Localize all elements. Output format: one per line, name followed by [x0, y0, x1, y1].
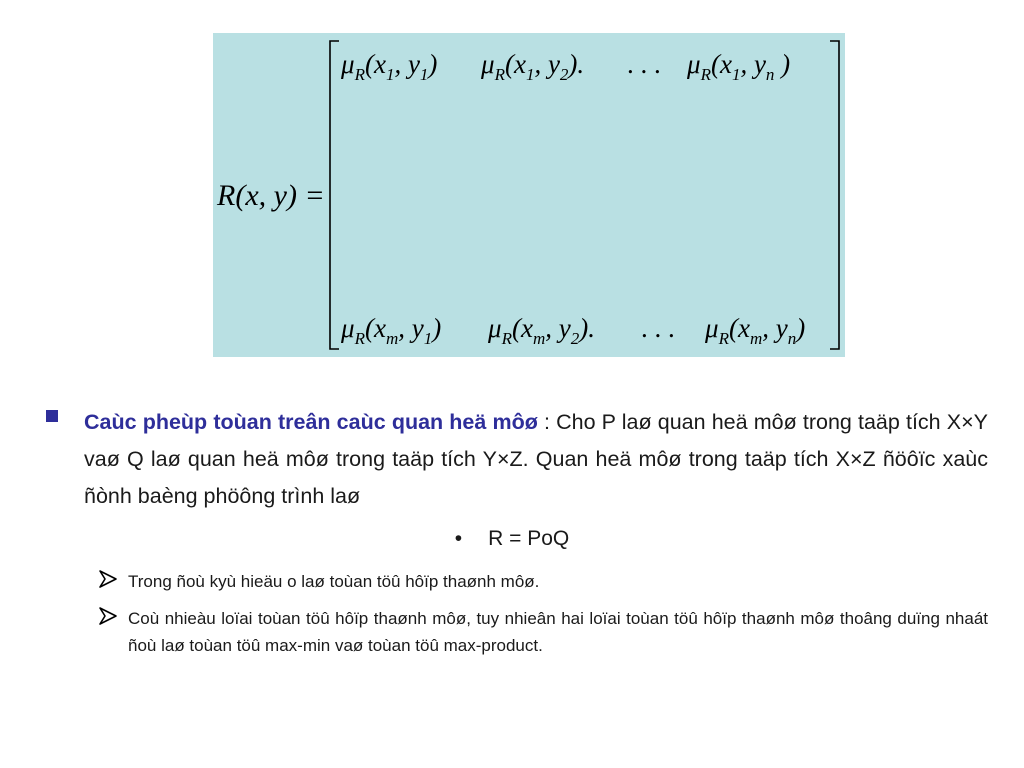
- matrix-cell: $\mu_R(x_m$, $y_1$): [341, 313, 442, 348]
- sub-item-text: Coù nhieàu loïai toùan töû hôïp thaønh môø, tuy nhieân hai loïai toùan töû hôïp thaønh môø thoâng duïng nhaát ñoù laø toùan töû max-min vaø toùan töû max-product.: [128, 609, 988, 655]
- matrix-cell: $\mu_R(x_1$, $y_1$): [341, 49, 438, 84]
- matrix-cell: $\mu_R(x_m$, $y_n$): [705, 313, 806, 348]
- main-paragraph: [84, 404, 988, 515]
- arrow-bullet-icon: [98, 569, 118, 589]
- main-term: Caùc pheùp toùan treân caùc quan heä môø: [84, 410, 538, 434]
- composition-formula: R = PoQ: [488, 527, 570, 550]
- matrix-cell: $\mu_R(x_m$, $y_2$).: [488, 313, 595, 348]
- matrix-dots: . . .: [627, 49, 661, 79]
- sub-item: [98, 605, 988, 659]
- sub-item: [98, 568, 988, 595]
- round-bullet-icon: •: [454, 527, 463, 550]
- matrix-cell: $\mu_R(x_1$, $y_n$ ): [687, 49, 791, 84]
- matrix-cell: $\mu_R(x_1$, $y_2$).: [481, 49, 585, 84]
- formula-lhs: R(x, y) =: [217, 179, 325, 212]
- main-text: : Cho P laø quan heä môø trong taäp tích X×Y vaø Q laø quan heä môø trong taäp tích Y×Z. Quan heä môø trong taäp tích X×Z ñöôïc xaùc ñònh baèng phöông trình laø: [84, 410, 988, 508]
- composition-formula-line: [0, 527, 1024, 551]
- matrix-dots: . . .: [641, 313, 675, 343]
- square-bullet-icon: [46, 410, 58, 422]
- sub-item-text: Trong ñoù kyù hieäu o laø toùan töû hôïp thaønh môø.: [128, 572, 540, 591]
- arrow-bullet-icon: [98, 606, 118, 626]
